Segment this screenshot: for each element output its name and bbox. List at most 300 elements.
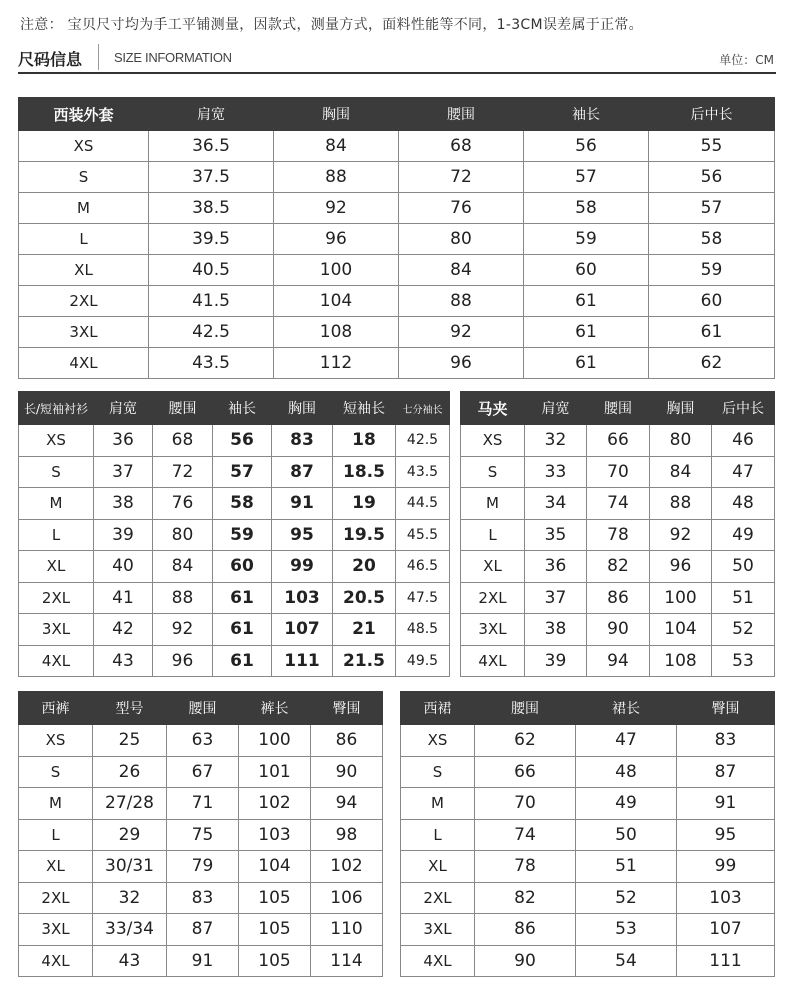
vest-value-cell: 90 xyxy=(587,614,650,646)
shirt-value-cell: 20 xyxy=(333,551,396,583)
pants-value-cell: 63 xyxy=(167,725,239,757)
skirt-value-cell: 47 xyxy=(576,725,677,757)
pants-value-cell: 105 xyxy=(239,945,311,977)
pants-row xyxy=(19,756,383,788)
skirt-value-cell: 74 xyxy=(475,819,576,851)
pants-size-cell: 4XL xyxy=(19,945,93,977)
jacket-value-cell: 57 xyxy=(524,162,649,193)
header-rule xyxy=(18,72,776,74)
skirt-value-cell: 66 xyxy=(475,756,576,788)
skirt-value-cell: 87 xyxy=(677,756,775,788)
skirt-value-cell: 83 xyxy=(677,725,775,757)
skirt-value-cell: 49 xyxy=(576,788,677,820)
shirt-row xyxy=(19,425,450,457)
vest-row xyxy=(461,456,775,488)
jacket-size-table xyxy=(18,97,775,379)
pants-value-cell: 30/31 xyxy=(93,851,167,883)
vest-value-cell: 38 xyxy=(525,614,587,646)
shirt-value-cell: 61 xyxy=(213,582,272,614)
shirt-value-cell: 57 xyxy=(213,456,272,488)
skirt-value-cell: 103 xyxy=(677,882,775,914)
shirt-value-cell: 56 xyxy=(213,425,272,457)
jacket-row xyxy=(19,317,775,348)
shirt-value-cell: 61 xyxy=(213,614,272,646)
pants-value-cell: 98 xyxy=(311,819,383,851)
vest-body xyxy=(461,425,775,677)
shirt-header-cell: 胸围 xyxy=(272,392,333,425)
vest-size-cell: 4XL xyxy=(461,645,525,677)
skirt-size-cell: 2XL xyxy=(401,882,475,914)
jacket-value-cell: 40.5 xyxy=(149,255,274,286)
vest-size-cell: 3XL xyxy=(461,614,525,646)
jacket-value-cell: 39.5 xyxy=(149,224,274,255)
jacket-value-cell: 61 xyxy=(524,317,649,348)
shirt-value-cell: 39 xyxy=(94,519,153,551)
pants-row xyxy=(19,914,383,946)
vest-value-cell: 84 xyxy=(650,456,712,488)
vest-row xyxy=(461,425,775,457)
skirt-value-cell: 95 xyxy=(677,819,775,851)
jacket-value-cell: 112 xyxy=(274,348,399,379)
jacket-value-cell: 59 xyxy=(649,255,775,286)
skirt-row xyxy=(401,882,775,914)
size-info-title: 尺码信息 xyxy=(18,50,83,69)
shirt-value-cell: 60 xyxy=(213,551,272,583)
skirt-value-cell: 54 xyxy=(576,945,677,977)
pants-header-cell: 臀围 xyxy=(311,692,383,725)
pants-body xyxy=(19,725,383,977)
shirt-header-cell: 肩宽 xyxy=(94,392,153,425)
vest-row xyxy=(461,488,775,520)
vest-value-cell: 39 xyxy=(525,645,587,677)
pants-size-cell: 2XL xyxy=(19,882,93,914)
jacket-row xyxy=(19,224,775,255)
vest-row xyxy=(461,645,775,677)
shirt-size-table xyxy=(18,391,450,677)
jacket-value-cell: 55 xyxy=(649,131,775,162)
skirt-size-cell: 3XL xyxy=(401,914,475,946)
shirt-value-cell: 41 xyxy=(94,582,153,614)
shirt-value-cell: 84 xyxy=(153,551,213,583)
vest-value-cell: 80 xyxy=(650,425,712,457)
jacket-value-cell: 104 xyxy=(274,286,399,317)
vest-size-cell: XS xyxy=(461,425,525,457)
vest-value-cell: 49 xyxy=(712,519,775,551)
jacket-header-cell: 袖长 xyxy=(524,98,649,131)
shirt-size-cell: 2XL xyxy=(19,582,94,614)
jacket-size-cell: 2XL xyxy=(19,286,149,317)
vest-value-cell: 50 xyxy=(712,551,775,583)
jacket-value-cell: 56 xyxy=(524,131,649,162)
skirt-header-cell: 西裙 xyxy=(401,692,475,725)
jacket-value-cell: 100 xyxy=(274,255,399,286)
shirt-value-cell: 40 xyxy=(94,551,153,583)
vest-size-cell: 2XL xyxy=(461,582,525,614)
pants-value-cell: 33/34 xyxy=(93,914,167,946)
shirt-value-cell: 19.5 xyxy=(333,519,396,551)
pants-value-cell: 102 xyxy=(311,851,383,883)
vest-value-cell: 78 xyxy=(587,519,650,551)
pants-value-cell: 43 xyxy=(93,945,167,977)
vest-value-cell: 47 xyxy=(712,456,775,488)
skirt-row xyxy=(401,945,775,977)
jacket-row xyxy=(19,162,775,193)
skirt-value-cell: 99 xyxy=(677,851,775,883)
pants-value-cell: 79 xyxy=(167,851,239,883)
jacket-header-row xyxy=(19,98,775,131)
pants-value-cell: 32 xyxy=(93,882,167,914)
skirt-value-cell: 90 xyxy=(475,945,576,977)
jacket-value-cell: 37.5 xyxy=(149,162,274,193)
pants-value-cell: 25 xyxy=(93,725,167,757)
shirt-value-cell: 103 xyxy=(272,582,333,614)
vest-value-cell: 96 xyxy=(650,551,712,583)
title-divider xyxy=(98,44,99,70)
jacket-header-cell: 后中长 xyxy=(649,98,775,131)
jacket-value-cell: 92 xyxy=(274,193,399,224)
vest-value-cell: 88 xyxy=(650,488,712,520)
pants-header-cell: 腰围 xyxy=(167,692,239,725)
pants-row xyxy=(19,788,383,820)
skirt-size-table xyxy=(400,691,775,977)
pants-value-cell: 114 xyxy=(311,945,383,977)
shirt-row xyxy=(19,551,450,583)
pants-value-cell: 71 xyxy=(167,788,239,820)
skirt-header-row xyxy=(401,692,775,725)
shirt-value-cell: 37 xyxy=(94,456,153,488)
shirt-value-cell: 19 xyxy=(333,488,396,520)
vest-size-cell: M xyxy=(461,488,525,520)
pants-row xyxy=(19,851,383,883)
jacket-row xyxy=(19,286,775,317)
shirt-value-cell: 111 xyxy=(272,645,333,677)
pants-value-cell: 105 xyxy=(239,882,311,914)
vest-size-cell: S xyxy=(461,456,525,488)
jacket-value-cell: 88 xyxy=(399,286,524,317)
pants-value-cell: 103 xyxy=(239,819,311,851)
vest-row xyxy=(461,582,775,614)
shirt-value-cell: 80 xyxy=(153,519,213,551)
vest-size-table xyxy=(460,391,775,677)
shirt-size-cell: L xyxy=(19,519,94,551)
shirt-value-cell: 42 xyxy=(94,614,153,646)
shirt-header-cell: 腰围 xyxy=(153,392,213,425)
skirt-value-cell: 111 xyxy=(677,945,775,977)
shirt-value-cell: 58 xyxy=(213,488,272,520)
vest-value-cell: 36 xyxy=(525,551,587,583)
pants-value-cell: 106 xyxy=(311,882,383,914)
skirt-header-cell: 腰围 xyxy=(475,692,576,725)
vest-size-cell: L xyxy=(461,519,525,551)
skirt-value-cell: 86 xyxy=(475,914,576,946)
jacket-value-cell: 80 xyxy=(399,224,524,255)
jacket-value-cell: 60 xyxy=(524,255,649,286)
skirt-value-cell: 62 xyxy=(475,725,576,757)
shirt-value-cell: 47.5 xyxy=(396,582,450,614)
shirt-value-cell: 45.5 xyxy=(396,519,450,551)
jacket-size-cell: XL xyxy=(19,255,149,286)
jacket-value-cell: 68 xyxy=(399,131,524,162)
pants-row xyxy=(19,882,383,914)
pants-value-cell: 104 xyxy=(239,851,311,883)
skirt-row xyxy=(401,756,775,788)
pants-size-cell: XL xyxy=(19,851,93,883)
skirt-value-cell: 50 xyxy=(576,819,677,851)
shirt-header-cell: 长/短袖衬衫 xyxy=(19,392,94,425)
skirt-value-cell: 107 xyxy=(677,914,775,946)
vest-value-cell: 35 xyxy=(525,519,587,551)
shirt-value-cell: 21 xyxy=(333,614,396,646)
jacket-value-cell: 57 xyxy=(649,193,775,224)
jacket-value-cell: 76 xyxy=(399,193,524,224)
skirt-size-cell: S xyxy=(401,756,475,788)
shirt-value-cell: 99 xyxy=(272,551,333,583)
shirt-value-cell: 61 xyxy=(213,645,272,677)
jacket-value-cell: 42.5 xyxy=(149,317,274,348)
pants-value-cell: 67 xyxy=(167,756,239,788)
pants-size-cell: M xyxy=(19,788,93,820)
pants-value-cell: 87 xyxy=(167,914,239,946)
vest-value-cell: 52 xyxy=(712,614,775,646)
jacket-header-cell: 胸围 xyxy=(274,98,399,131)
jacket-value-cell: 59 xyxy=(524,224,649,255)
pants-value-cell: 100 xyxy=(239,725,311,757)
vest-value-cell: 86 xyxy=(587,582,650,614)
pants-header-cell: 西裤 xyxy=(19,692,93,725)
pants-size-table xyxy=(18,691,383,977)
pants-value-cell: 29 xyxy=(93,819,167,851)
vest-value-cell: 51 xyxy=(712,582,775,614)
shirt-value-cell: 96 xyxy=(153,645,213,677)
jacket-value-cell: 108 xyxy=(274,317,399,348)
pants-value-cell: 102 xyxy=(239,788,311,820)
skirt-value-cell: 70 xyxy=(475,788,576,820)
jacket-value-cell: 61 xyxy=(524,348,649,379)
shirt-value-cell: 21.5 xyxy=(333,645,396,677)
shirt-row xyxy=(19,519,450,551)
jacket-value-cell: 38.5 xyxy=(149,193,274,224)
vest-value-cell: 92 xyxy=(650,519,712,551)
jacket-value-cell: 56 xyxy=(649,162,775,193)
pants-size-cell: XS xyxy=(19,725,93,757)
shirt-value-cell: 36 xyxy=(94,425,153,457)
shirt-value-cell: 18 xyxy=(333,425,396,457)
shirt-header-cell: 七分袖长 xyxy=(396,392,450,425)
jacket-value-cell: 36.5 xyxy=(149,131,274,162)
shirt-size-cell: M xyxy=(19,488,94,520)
vest-header-cell: 腰围 xyxy=(587,392,650,425)
pants-row xyxy=(19,945,383,977)
jacket-row xyxy=(19,131,775,162)
pants-value-cell: 91 xyxy=(167,945,239,977)
jacket-value-cell: 96 xyxy=(274,224,399,255)
jacket-value-cell: 58 xyxy=(524,193,649,224)
skirt-header-cell: 臀围 xyxy=(677,692,775,725)
vest-value-cell: 48 xyxy=(712,488,775,520)
jacket-header-cell: 肩宽 xyxy=(149,98,274,131)
pants-size-cell: L xyxy=(19,819,93,851)
vest-value-cell: 82 xyxy=(587,551,650,583)
jacket-row xyxy=(19,255,775,286)
jacket-size-cell: 3XL xyxy=(19,317,149,348)
shirt-value-cell: 43.5 xyxy=(396,456,450,488)
shirt-value-cell: 18.5 xyxy=(333,456,396,488)
skirt-value-cell: 53 xyxy=(576,914,677,946)
vest-header-cell: 后中长 xyxy=(712,392,775,425)
skirt-value-cell: 82 xyxy=(475,882,576,914)
vest-header-cell: 马夹 xyxy=(461,392,525,425)
shirt-value-cell: 48.5 xyxy=(396,614,450,646)
vest-value-cell: 33 xyxy=(525,456,587,488)
shirt-value-cell: 91 xyxy=(272,488,333,520)
shirt-value-cell: 72 xyxy=(153,456,213,488)
vest-value-cell: 100 xyxy=(650,582,712,614)
shirt-value-cell: 92 xyxy=(153,614,213,646)
skirt-value-cell: 51 xyxy=(576,851,677,883)
vest-row xyxy=(461,614,775,646)
shirt-row xyxy=(19,456,450,488)
vest-header-cell: 胸围 xyxy=(650,392,712,425)
skirt-header-cell: 裙长 xyxy=(576,692,677,725)
shirt-value-cell: 46.5 xyxy=(396,551,450,583)
pants-value-cell: 27/28 xyxy=(93,788,167,820)
pants-row xyxy=(19,725,383,757)
vest-value-cell: 108 xyxy=(650,645,712,677)
shirt-value-cell: 83 xyxy=(272,425,333,457)
jacket-value-cell: 41.5 xyxy=(149,286,274,317)
skirt-body xyxy=(401,725,775,977)
shirt-value-cell: 20.5 xyxy=(333,582,396,614)
skirt-size-cell: M xyxy=(401,788,475,820)
jacket-size-cell: M xyxy=(19,193,149,224)
shirt-size-cell: 4XL xyxy=(19,645,94,677)
pants-value-cell: 94 xyxy=(311,788,383,820)
vest-value-cell: 37 xyxy=(525,582,587,614)
pants-header-cell: 裤长 xyxy=(239,692,311,725)
vest-value-cell: 94 xyxy=(587,645,650,677)
shirt-value-cell: 44.5 xyxy=(396,488,450,520)
jacket-value-cell: 61 xyxy=(649,317,775,348)
shirt-value-cell: 42.5 xyxy=(396,425,450,457)
vest-value-cell: 53 xyxy=(712,645,775,677)
shirt-header-row xyxy=(19,392,450,425)
skirt-value-cell: 52 xyxy=(576,882,677,914)
jacket-size-cell: S xyxy=(19,162,149,193)
shirt-size-cell: 3XL xyxy=(19,614,94,646)
vest-value-cell: 34 xyxy=(525,488,587,520)
vest-row xyxy=(461,519,775,551)
skirt-value-cell: 78 xyxy=(475,851,576,883)
vest-value-cell: 32 xyxy=(525,425,587,457)
shirt-value-cell: 88 xyxy=(153,582,213,614)
skirt-row xyxy=(401,819,775,851)
jacket-value-cell: 61 xyxy=(524,286,649,317)
skirt-size-cell: XL xyxy=(401,851,475,883)
shirt-header-cell: 短袖长 xyxy=(333,392,396,425)
jacket-value-cell: 72 xyxy=(399,162,524,193)
pants-value-cell: 26 xyxy=(93,756,167,788)
shirt-header-cell: 袖长 xyxy=(213,392,272,425)
shirt-value-cell: 49.5 xyxy=(396,645,450,677)
jacket-value-cell: 92 xyxy=(399,317,524,348)
pants-value-cell: 83 xyxy=(167,882,239,914)
jacket-value-cell: 88 xyxy=(274,162,399,193)
measurement-notice: 注意： 宝贝尺寸均为手工平铺测量，因款式，测量方式，面料性能等不同，1-3CM误差属于正常。 xyxy=(20,17,643,33)
unit-label: 单位：CM xyxy=(719,53,774,67)
shirt-row xyxy=(19,614,450,646)
shirt-value-cell: 76 xyxy=(153,488,213,520)
skirt-value-cell: 48 xyxy=(576,756,677,788)
jacket-size-cell: XS xyxy=(19,131,149,162)
shirt-value-cell: 43 xyxy=(94,645,153,677)
skirt-row xyxy=(401,914,775,946)
pants-header-cell: 型号 xyxy=(93,692,167,725)
jacket-body xyxy=(19,131,775,379)
jacket-value-cell: 84 xyxy=(399,255,524,286)
jacket-header-cell: 腰围 xyxy=(399,98,524,131)
shirt-value-cell: 87 xyxy=(272,456,333,488)
vest-value-cell: 70 xyxy=(587,456,650,488)
jacket-value-cell: 62 xyxy=(649,348,775,379)
jacket-header-cell: 西装外套 xyxy=(19,98,149,131)
skirt-value-cell: 91 xyxy=(677,788,775,820)
jacket-size-cell: 4XL xyxy=(19,348,149,379)
shirt-row xyxy=(19,582,450,614)
pants-value-cell: 86 xyxy=(311,725,383,757)
pants-row xyxy=(19,819,383,851)
skirt-size-cell: 4XL xyxy=(401,945,475,977)
shirt-value-cell: 59 xyxy=(213,519,272,551)
jacket-value-cell: 96 xyxy=(399,348,524,379)
skirt-size-cell: L xyxy=(401,819,475,851)
vest-value-cell: 66 xyxy=(587,425,650,457)
skirt-row xyxy=(401,788,775,820)
shirt-value-cell: 95 xyxy=(272,519,333,551)
pants-value-cell: 110 xyxy=(311,914,383,946)
jacket-value-cell: 43.5 xyxy=(149,348,274,379)
vest-value-cell: 74 xyxy=(587,488,650,520)
jacket-size-cell: L xyxy=(19,224,149,255)
shirt-row xyxy=(19,645,450,677)
shirt-size-cell: XL xyxy=(19,551,94,583)
pants-value-cell: 90 xyxy=(311,756,383,788)
jacket-value-cell: 84 xyxy=(274,131,399,162)
vest-value-cell: 46 xyxy=(712,425,775,457)
shirt-body xyxy=(19,425,450,677)
pants-value-cell: 101 xyxy=(239,756,311,788)
pants-value-cell: 105 xyxy=(239,914,311,946)
jacket-row xyxy=(19,348,775,379)
shirt-value-cell: 38 xyxy=(94,488,153,520)
pants-value-cell: 75 xyxy=(167,819,239,851)
skirt-row xyxy=(401,851,775,883)
vest-value-cell: 104 xyxy=(650,614,712,646)
vest-header-cell: 肩宽 xyxy=(525,392,587,425)
jacket-value-cell: 60 xyxy=(649,286,775,317)
jacket-value-cell: 58 xyxy=(649,224,775,255)
shirt-row xyxy=(19,488,450,520)
pants-size-cell: S xyxy=(19,756,93,788)
skirt-size-cell: XS xyxy=(401,725,475,757)
jacket-row xyxy=(19,193,775,224)
shirt-size-cell: S xyxy=(19,456,94,488)
pants-header-row xyxy=(19,692,383,725)
vest-size-cell: XL xyxy=(461,551,525,583)
skirt-row xyxy=(401,725,775,757)
vest-row xyxy=(461,551,775,583)
size-info-subtitle: SIZE INFORMATION xyxy=(114,50,232,65)
pants-size-cell: 3XL xyxy=(19,914,93,946)
